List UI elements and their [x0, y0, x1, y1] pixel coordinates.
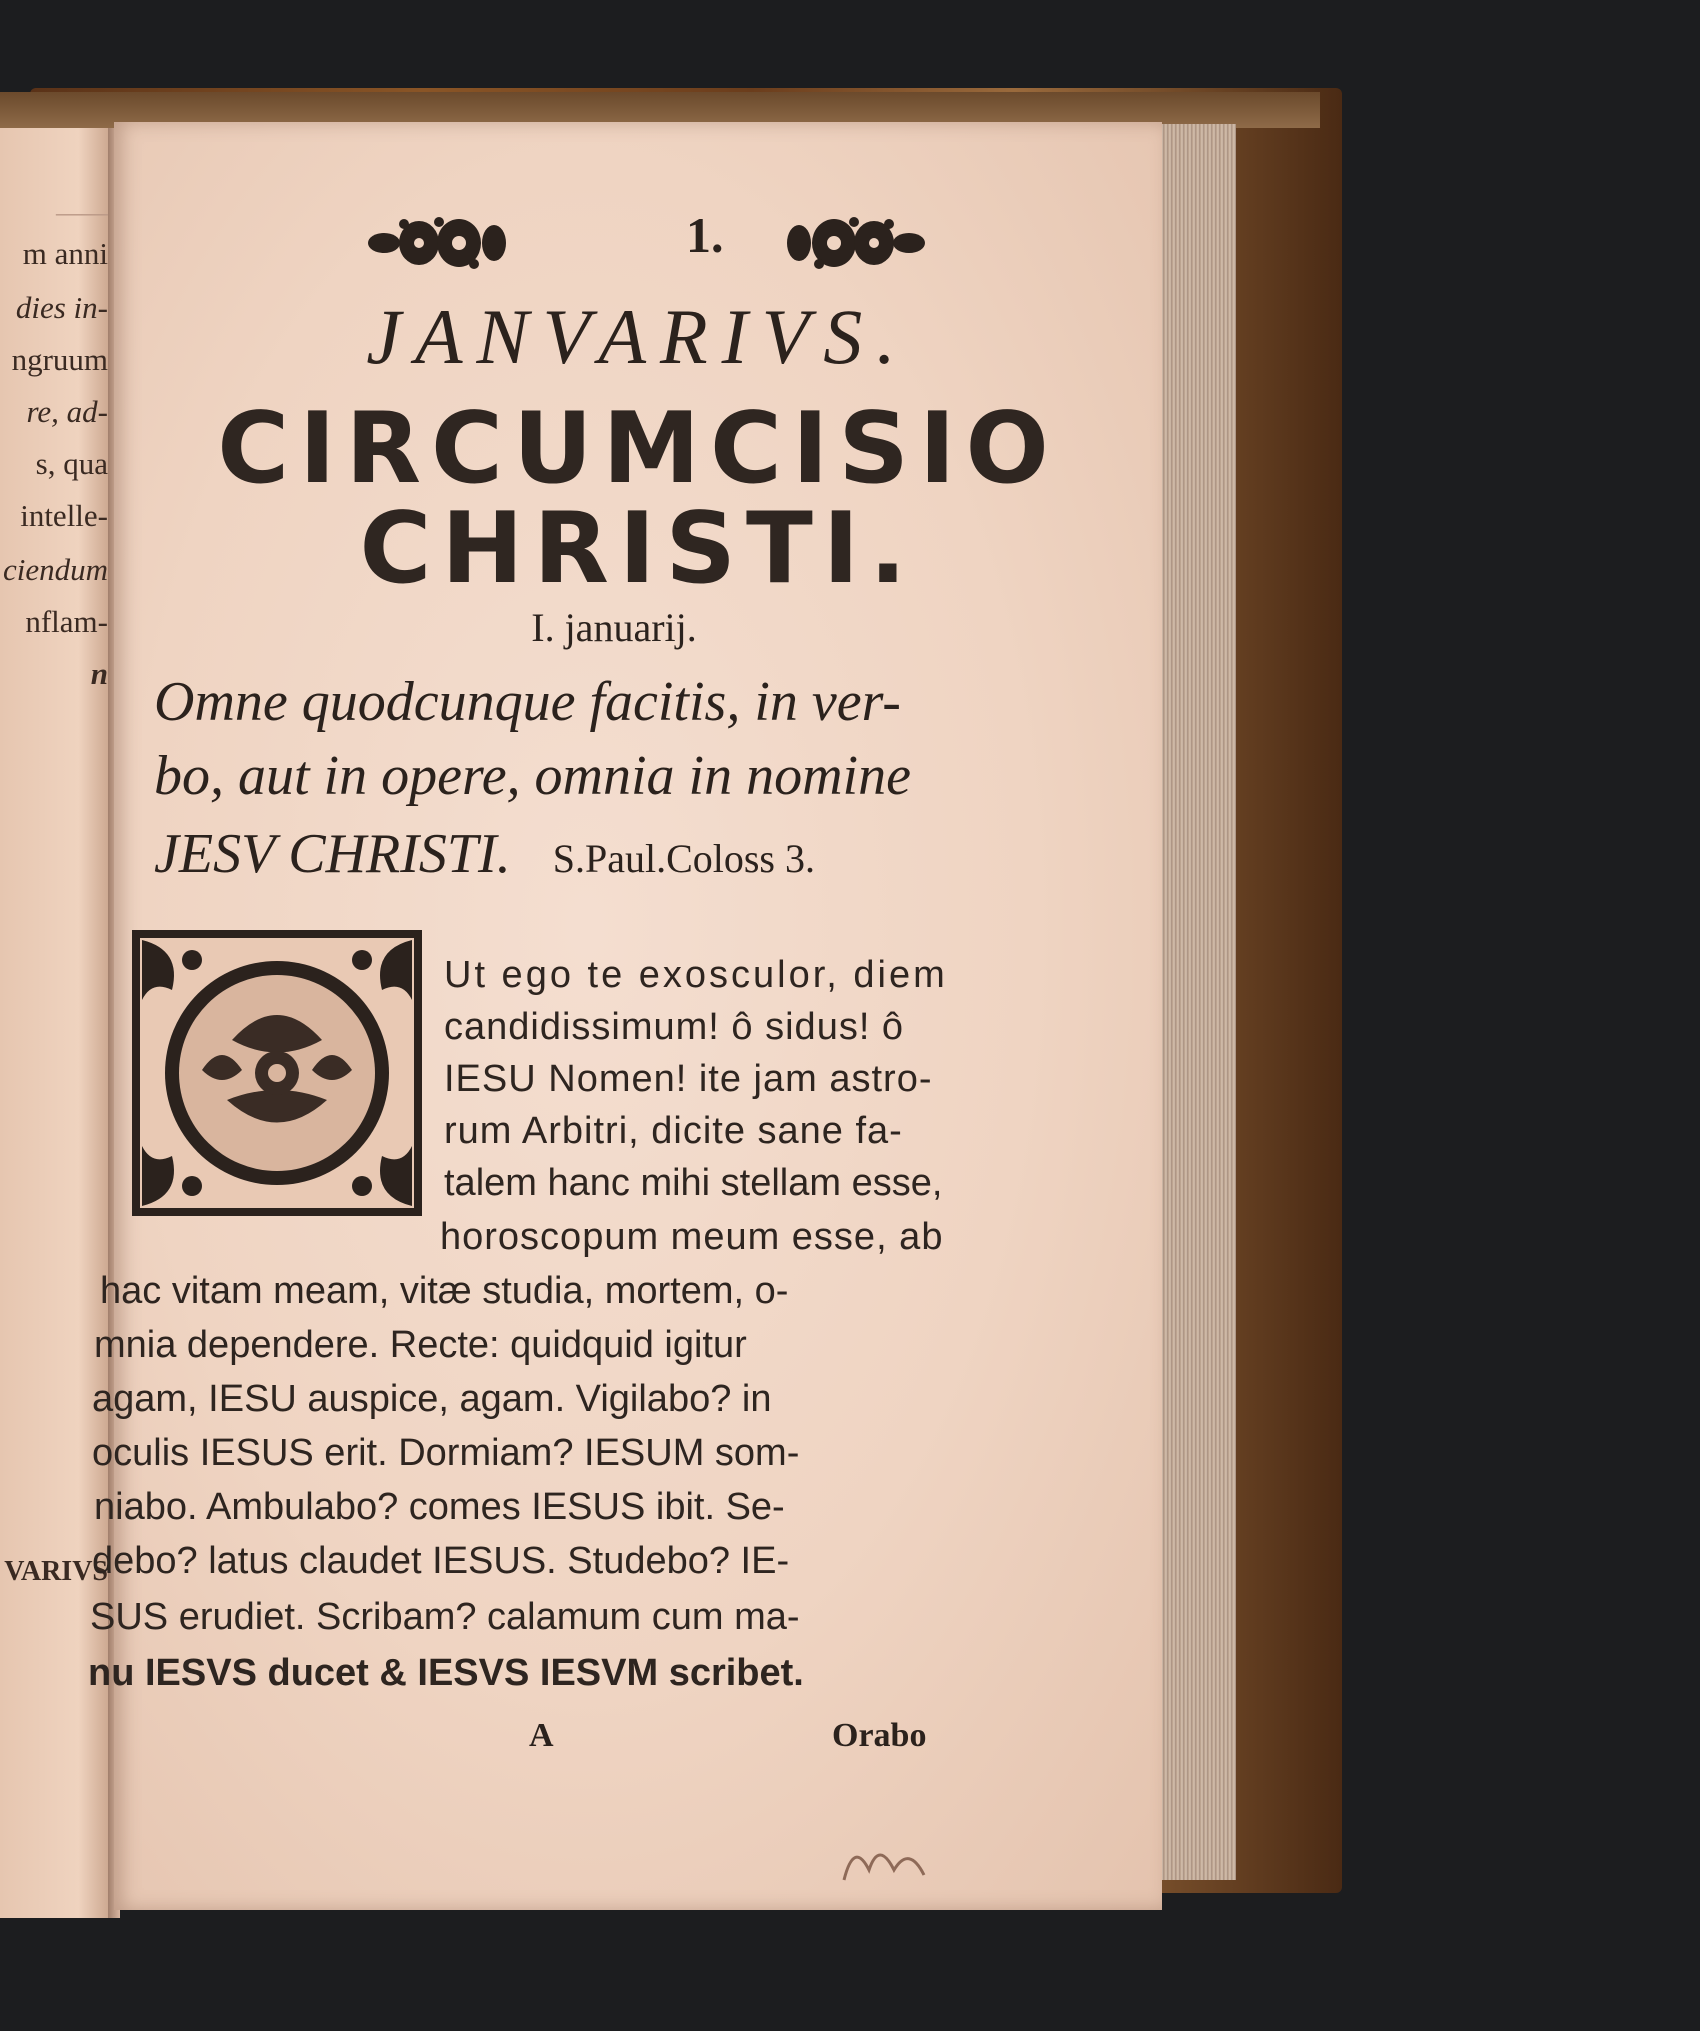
right-page	[88, 122, 1162, 1910]
page-edges	[1158, 124, 1236, 1880]
epigraph-line: JESV CHRISTI.	[154, 823, 511, 885]
left-page-bleed: ——	[56, 198, 108, 227]
body-line: oculis IESUS erit. Dormiam? IESUM som-	[92, 1432, 800, 1474]
left-page-fragment: ngruum	[11, 342, 108, 377]
left-page-fragment: m anni	[22, 236, 108, 271]
body-line: niabo. Ambulabo? comes IESUS ibit. Se-	[94, 1486, 785, 1528]
left-ornament-icon	[364, 214, 514, 272]
decorated-initial-o-icon	[132, 930, 422, 1216]
left-page-fragment: s, qua	[35, 446, 108, 481]
month-heading: JANVARIVS.	[366, 293, 910, 380]
left-page-fragment: intelle-	[20, 498, 108, 533]
body-line: IESU Nomen! ite jam astro-	[444, 1058, 933, 1100]
epigraph-line: Omne quodcunque facitis, in ver-	[154, 671, 901, 733]
feast-title-line1: CIRCUMCISIO	[217, 392, 1059, 506]
right-ornament-icon	[779, 214, 929, 272]
left-page-fragment: dies in-	[15, 290, 108, 325]
feast-title-line2: CHRISTI.	[359, 492, 917, 606]
body-line: mnia dependere. Recte: quidquid igitur	[94, 1324, 747, 1366]
left-page	[0, 128, 112, 1918]
left-page-fragment: nflam-	[25, 604, 108, 639]
left-page-running-head: VARIVS	[4, 1556, 108, 1587]
body-line: Ut ego te exosculor, diem	[444, 954, 948, 996]
left-page-fragment: re, ad-	[26, 394, 108, 429]
body-line: talem hanc mihi stellam esse,	[444, 1162, 943, 1204]
left-page-fragment: ciendum	[2, 552, 108, 587]
body-line: horoscopum meum esse, ab	[440, 1216, 944, 1258]
epigraph-line: bo, aut in opere, omnia in nomine	[154, 745, 911, 807]
page-header	[364, 204, 964, 284]
left-page-fragment: n	[90, 656, 108, 691]
page-number: 1.	[686, 207, 724, 263]
body-line: agam, IESU auspice, agam. Vigilabo? in	[92, 1378, 772, 1420]
body-line: hac vitam meam, vitæ studia, mortem, o-	[100, 1270, 789, 1312]
catchword: Orabo	[832, 1717, 927, 1754]
body-line: debo? latus claudet IESUS. Studebo? IE-	[92, 1540, 790, 1582]
body-line: rum Arbitri, dicite sane fa-	[444, 1110, 903, 1152]
body-line: nu IESVS ducet & IESVS IESVM scribet.	[88, 1652, 804, 1694]
feast-date: I. januarij.	[531, 605, 697, 650]
epigraph-source: S.Paul.Coloss 3.	[552, 836, 815, 881]
signature-mark: A	[529, 1717, 554, 1754]
epigraph-line-with-source	[154, 822, 1144, 886]
page-stain-mark	[834, 1830, 934, 1890]
body-line: SUS erudiet. Scribam? calamum cum ma-	[90, 1596, 800, 1638]
body-line: candidissimum! ô sidus! ô	[444, 1006, 905, 1048]
